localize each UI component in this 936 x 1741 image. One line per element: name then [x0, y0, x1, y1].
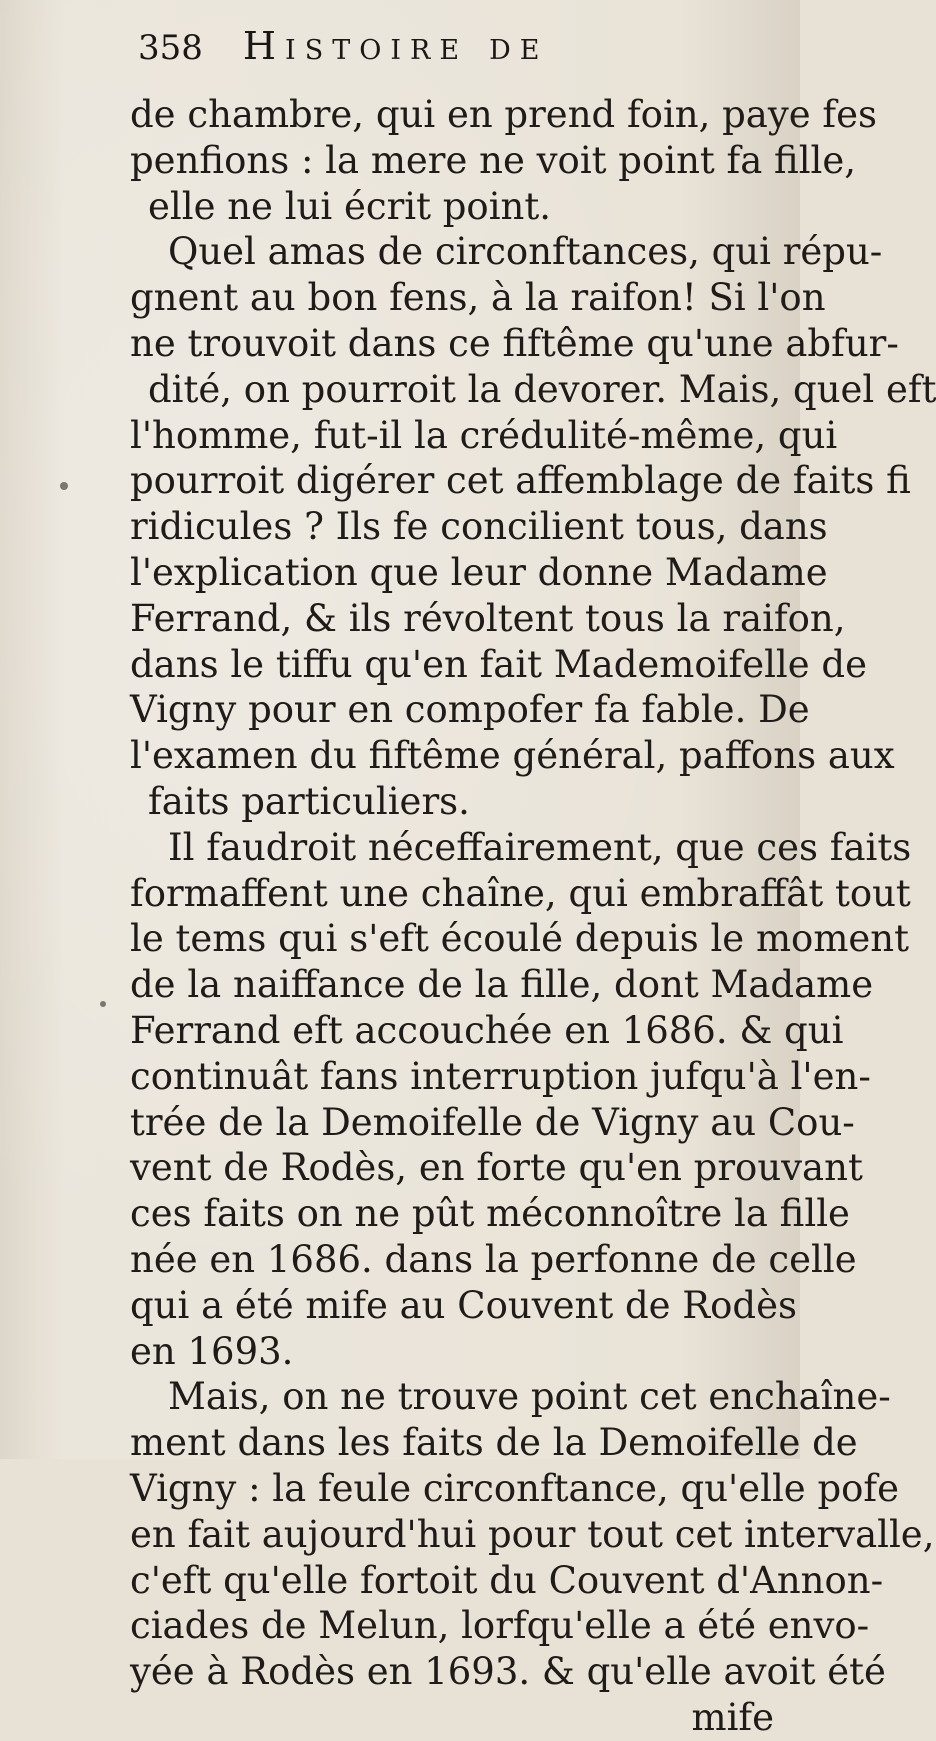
text-line: de chambre, qui en prend foin, paye fes [130, 93, 878, 136]
text-line: elle ne lui écrit point. [148, 184, 551, 228]
running-head: Histoire de [242, 24, 549, 68]
text-line: ment dans les faits de la Demoifelle de [130, 1421, 858, 1465]
text-line: penfions : la mere ne voit point fa fille, [130, 138, 857, 182]
text-line: Mais, on ne trouve point cet enchaîne- [168, 1375, 891, 1419]
text-line: trée de la Demoifelle de Vigny au Cou- [130, 1100, 855, 1144]
text-line: de la naiffance de la fille, dont Madame [130, 963, 874, 1007]
text-line: ridicules ? Ils fe concilient tous, dans [130, 505, 828, 549]
catchword: mife [691, 1695, 774, 1739]
text-line: en fait aujourd'hui pour tout cet intervalle, [130, 1512, 935, 1556]
text-line: l'examen du fiftême général, paffons aux [130, 734, 895, 778]
text-line: vent de Rodès, en forte qu'en prouvant [130, 1146, 863, 1190]
text-line: en 1693. [130, 1329, 294, 1373]
text-line: gnent au bon fens, à la raifon! Si l'on [130, 276, 826, 320]
text-line: dité, on pourroit la devorer. Mais, quel eft [148, 367, 936, 411]
text-line: ciades de Melun, lorfqu'elle a été envo- [130, 1604, 870, 1648]
text-line: faits particuliers. [148, 779, 470, 823]
page-number: 358 [138, 28, 203, 68]
text-line: Vigny pour en compofer fa fable. De [130, 688, 810, 732]
text-line: le tems qui s'eft écoulé depuis le moment [130, 917, 910, 961]
text-line: née en 1686. dans la perfonne de celle [130, 1237, 857, 1281]
text-line: Quel amas de circonftances, qui répu- [168, 230, 883, 274]
text-line: pourroit digérer cet affemblage de faits fi [130, 459, 911, 503]
text-line: l'explication que leur donne Madame [130, 550, 828, 594]
text-line: Vigny : la feule circonftance, qu'elle pofe [130, 1466, 899, 1510]
margin-speck [60, 482, 68, 490]
body-text [130, 92, 936, 1741]
text-line: Il faudroit néceffairement, que ces faits [168, 825, 912, 869]
page-header [138, 24, 549, 80]
text-line: continuât fans interruption jufqu'à l'en- [130, 1054, 871, 1098]
text-line: formaffent une chaîne, qui embraffât tout [130, 871, 911, 915]
text-line: Ferrand eft accouchée en 1686. & qui [130, 1008, 844, 1052]
text-line: ne trouvoit dans ce fiftême qu'une abfur- [130, 321, 899, 365]
text-line: l'homme, fut-il la crédulité-même, qui [130, 413, 838, 457]
text-line: dans le tiffu qu'en fait Mademoifelle de [130, 642, 868, 686]
text-line: Ferrand, & ils révoltent tous la raifon, [130, 596, 846, 640]
margin-speck [100, 1001, 106, 1007]
text-line: ces faits on ne pût méconnoître la fille [130, 1192, 850, 1236]
text-line: c'eft qu'elle fortoit du Couvent d'Annon- [130, 1558, 884, 1602]
text-line: qui a été mife au Couvent de Rodès [130, 1283, 797, 1327]
text-line: yée à Rodès en 1693. & qu'elle avoit été [130, 1650, 886, 1694]
